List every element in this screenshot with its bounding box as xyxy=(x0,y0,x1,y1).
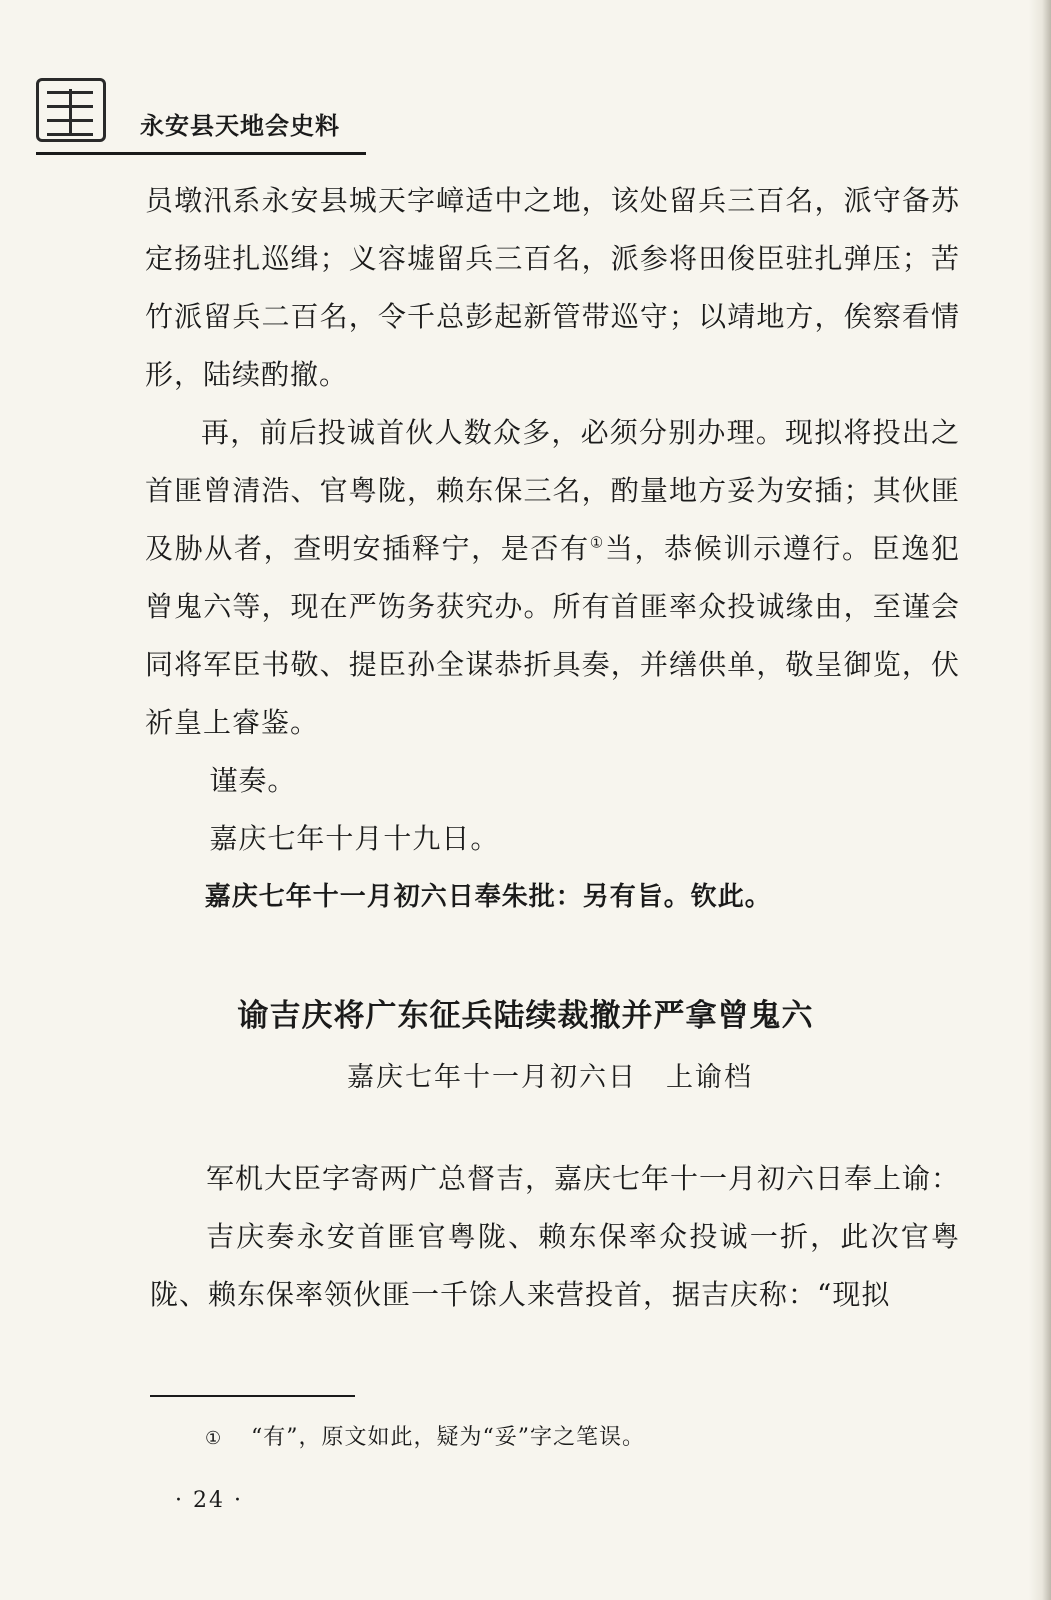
date-line: 嘉庆七年十月十九日。 xyxy=(209,822,500,855)
body-top xyxy=(145,172,960,926)
page-edge xyxy=(1029,0,1051,1600)
footnote-rule xyxy=(150,1395,355,1397)
running-title: 永安县天地会史料 xyxy=(140,112,340,140)
paragraph-part: 当，恭候训示遵行。臣逸犯曾鬼六等，现在严饬务获究办。所有首匪率众投诚缘由，至谨会同将军臣书敬、提臣孙全谋恭折具奏，并缮供单，敬呈御览，伏祈皇上睿鉴。 xyxy=(145,532,960,739)
paragraph: 吉庆奏永安首匪官粤陇、赖东保率众投诚一折，此次官粤陇、赖东保率领伙匪一千馀人来营投首，据吉庆称：“现拟 xyxy=(150,1220,960,1311)
body-bottom xyxy=(150,1150,960,1324)
footnote-text: “有”，原文如此，疑为“妥”字之笔误。 xyxy=(251,1425,645,1450)
paragraph: 军机大臣字寄两广总督吉，嘉庆七年十一月初六日奉上谕： xyxy=(206,1162,961,1195)
header-rule xyxy=(36,152,366,155)
paragraph xyxy=(145,404,960,752)
imperial-rescript: 嘉庆七年十一月初六日奉朱批：另有旨。钦此。 xyxy=(204,882,772,912)
footnote-ref: ① xyxy=(589,533,605,552)
page-number: · 24 · xyxy=(175,1488,243,1513)
paragraph-continued: 员墩汛系永安县城天字嶂适中之地，该处留兵三百名，派守备苏定扬驻扎巡缉；义容墟留兵三百名，派参将田俊臣驻扎弹压；苦竹派留兵二百名，令千总彭起新管带巡守；以靖地方，俟察看情形，陆续酌撤。 xyxy=(145,184,960,391)
section-subtitle: 嘉庆七年十一月初六日 上谕档 xyxy=(347,1062,753,1093)
running-header xyxy=(36,70,366,156)
section-title: 谕吉庆将广东征兵陆续裁撤并严拿曾鬼六 xyxy=(237,998,814,1034)
footnote xyxy=(205,1420,645,1451)
footnote-mark: ① xyxy=(205,1428,223,1449)
seal-logo xyxy=(36,78,106,142)
closing-line: 谨奏。 xyxy=(209,764,297,797)
paragraph-part: 再，前后投诚首伙人数众多，必须分别办理。现拟将投出之首匪曾清浩、官粤陇，赖东保三名，酌量地方妥为安插；其伙匪及胁从者，查明安插释宁，是否有 xyxy=(145,416,960,565)
